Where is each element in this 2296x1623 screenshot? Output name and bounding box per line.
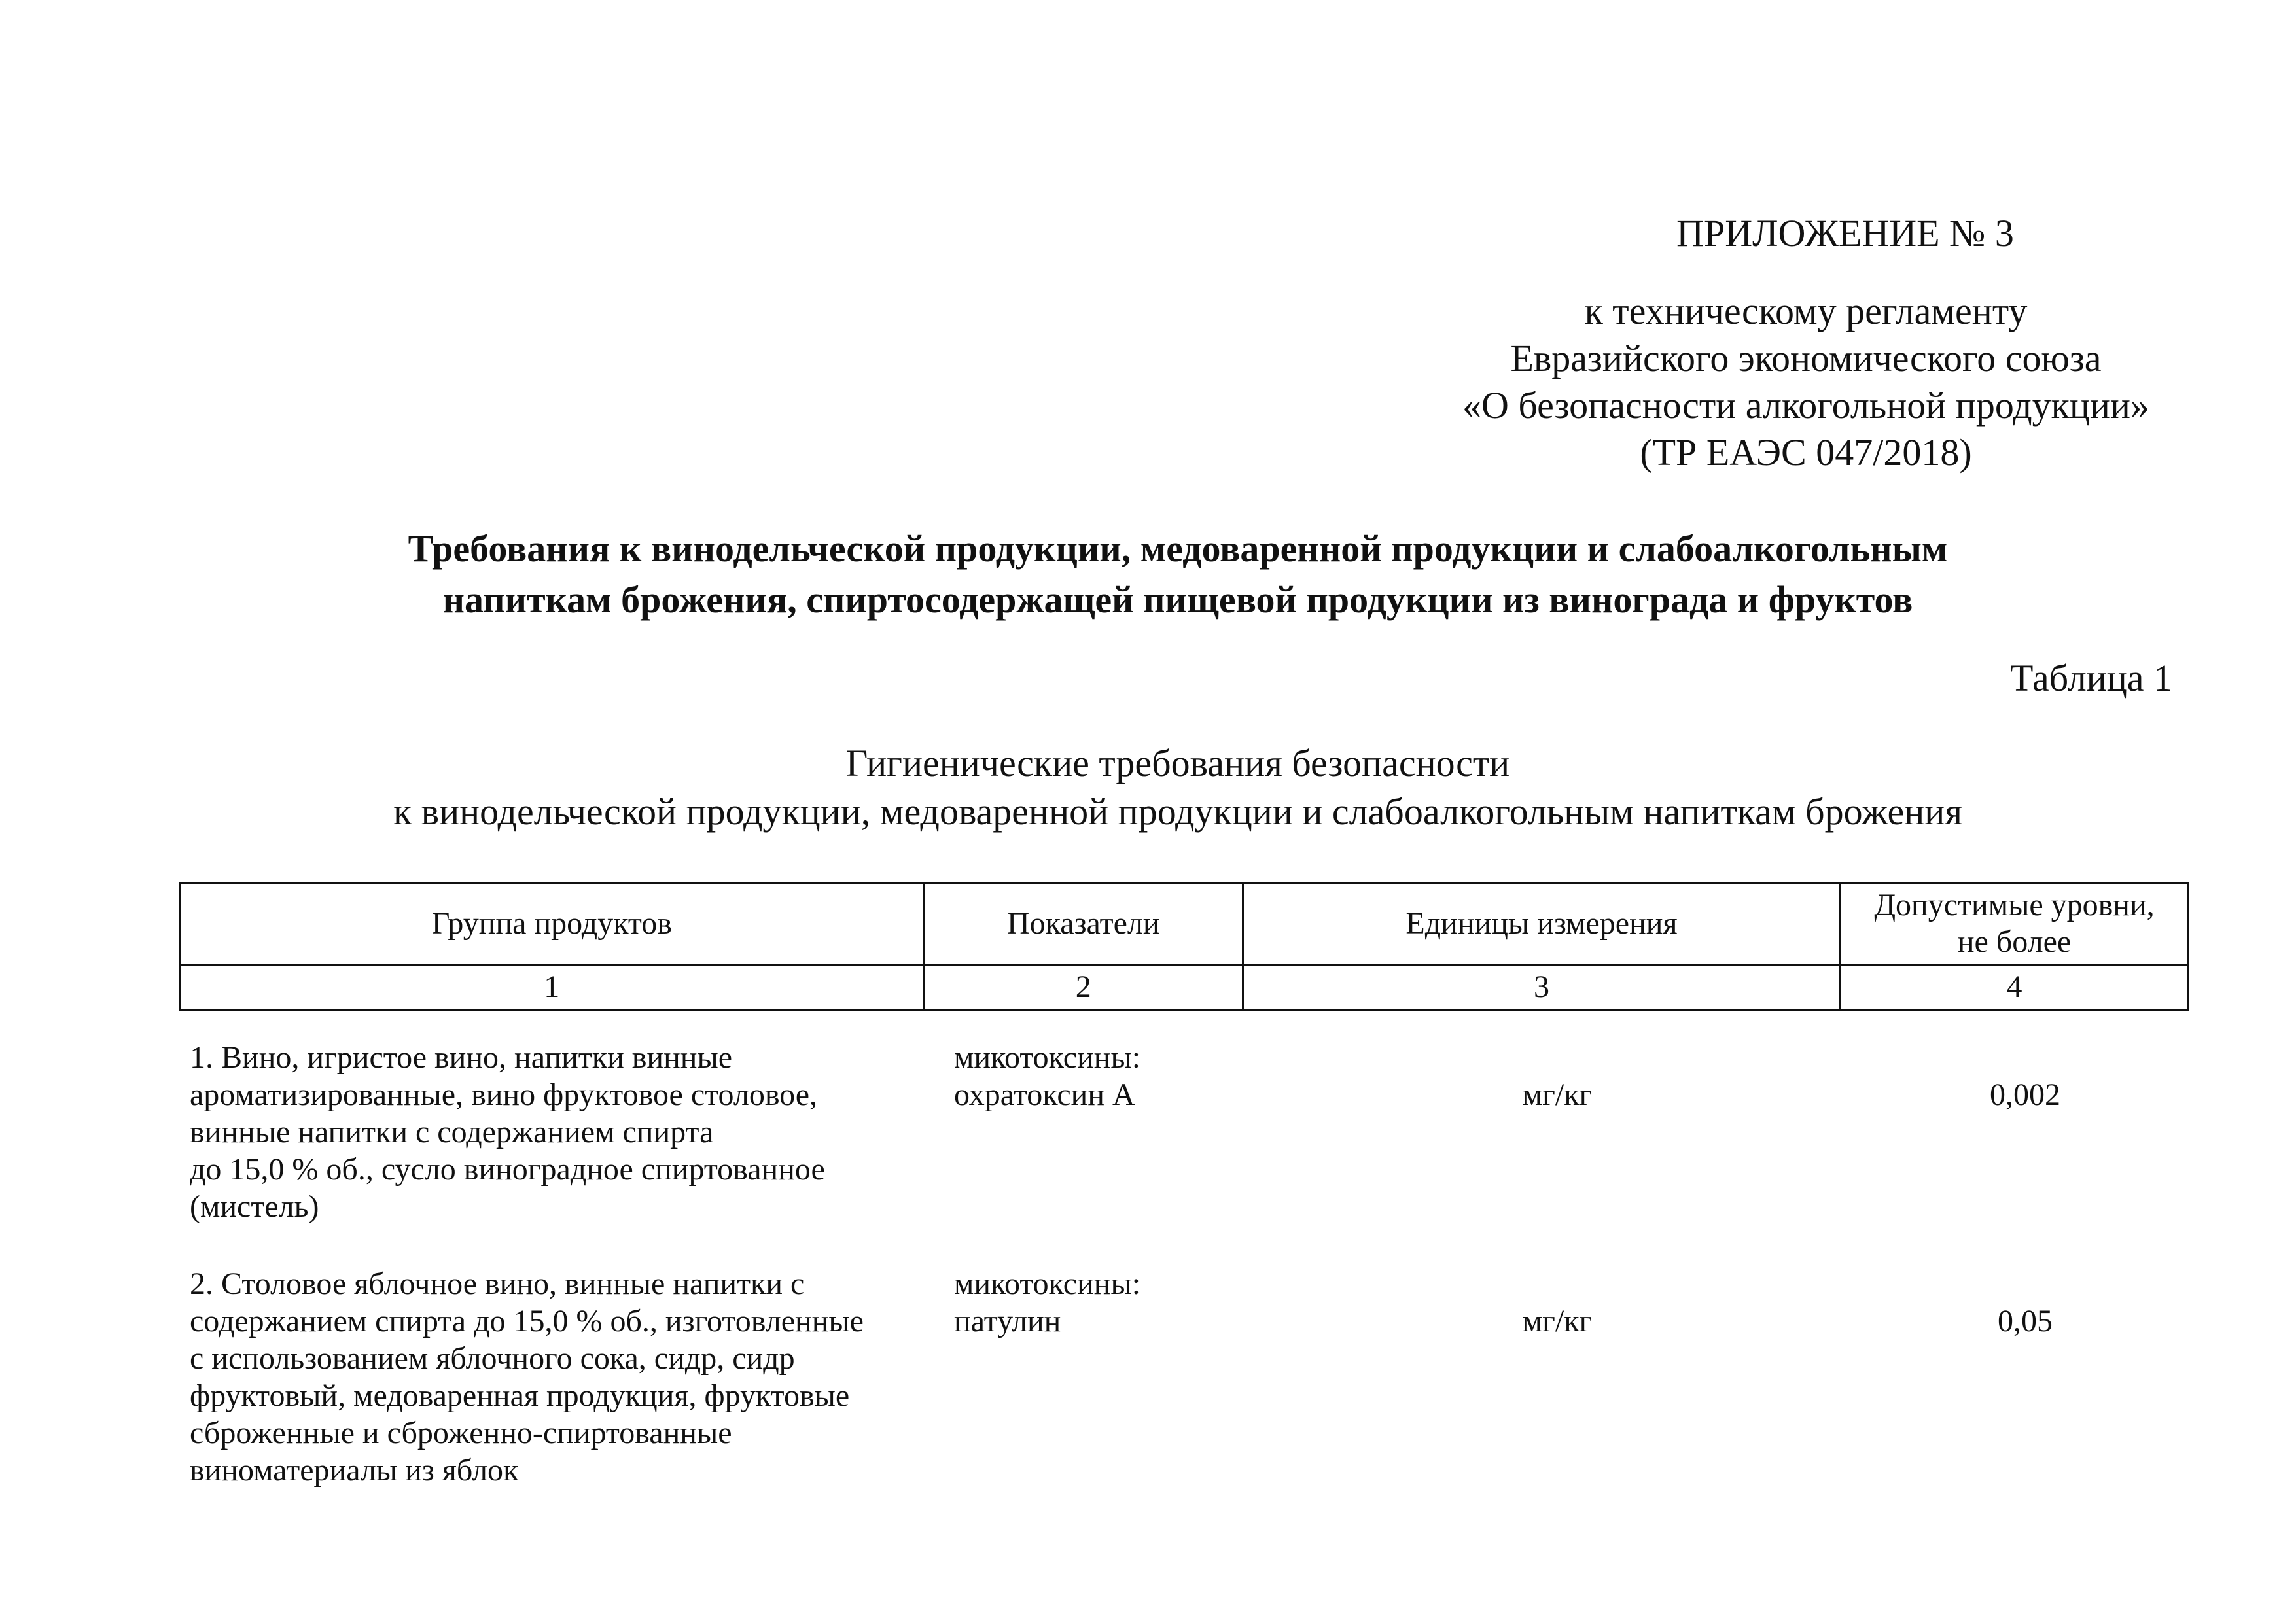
- cell-line: с использованием яблочного сока, сидр, сидр: [190, 1341, 795, 1376]
- document-heading: [196, 523, 2159, 625]
- header-permissible-levels: [1841, 883, 2189, 965]
- cell-line: 0,05: [1998, 1304, 2053, 1338]
- table-title-line: к винодельческой продукции, медоваренной продукции и слабоалкогольным напиткам брожения: [393, 790, 1962, 833]
- cell-line: содержанием спирта до 15,0 % об., изготовленные: [190, 1304, 864, 1338]
- cell-line: 2. Столовое яблочное вино, винные напитки с: [190, 1266, 805, 1301]
- cell-line: до 15,0 % об., сусло виноградное спиртованное: [190, 1152, 825, 1187]
- appendix-reference: [1374, 288, 2238, 476]
- appendix-line: «О безопасности алкогольной продукции»: [1462, 384, 2149, 427]
- header-indicators: Показатели: [924, 883, 1243, 965]
- cell-line: (мистель): [190, 1189, 319, 1224]
- appendix-line: (ТР ЕАЭС 047/2018): [1640, 431, 1972, 474]
- cell-line: фруктовый, медоваренная продукция, фруктовые: [190, 1378, 850, 1413]
- table-header-row: [180, 883, 2189, 965]
- header-product-group: Группа продуктов: [180, 883, 925, 965]
- level-cell: [1858, 1039, 2192, 1113]
- appendix-line: к техническому регламенту: [1584, 290, 2028, 332]
- column-number: 2: [924, 965, 1243, 1010]
- header-level-line: Допустимые уровни,: [1874, 888, 2155, 922]
- cell-line: микотоксины:: [954, 1266, 1141, 1301]
- cell-line: мг/кг: [1522, 1077, 1593, 1112]
- product-group-cell: [190, 1039, 916, 1225]
- appendix-line: Евразийского экономического союза: [1510, 337, 2102, 379]
- table-title-line: Гигиенические требования безопасности: [845, 742, 1510, 784]
- cell-line: виноматериалы из яблок: [190, 1453, 519, 1488]
- column-number: 4: [1841, 965, 2189, 1010]
- table-number-row: [180, 965, 2189, 1010]
- cell-line: охратоксин А: [954, 1077, 1135, 1112]
- heading-line: напиткам брожения, спиртосодержащей пищевой продукции из винограда и фруктов: [442, 578, 1913, 621]
- column-number: 3: [1243, 965, 1840, 1010]
- column-number: 1: [180, 965, 925, 1010]
- header-units: Единицы измерения: [1243, 883, 1840, 965]
- appendix-title: ПРИЛОЖЕНИЕ № 3: [1676, 212, 2014, 254]
- unit-cell: [1256, 1039, 1858, 1113]
- cell-line: патулин: [954, 1304, 1061, 1338]
- heading-line: Требования к винодельческой продукции, медоваренной продукции и слабоалкогольным: [408, 527, 1948, 570]
- indicator-cell: [954, 1039, 1255, 1113]
- level-cell: [1858, 1265, 2192, 1340]
- unit-cell: [1256, 1265, 1858, 1340]
- product-group-cell: [190, 1265, 916, 1489]
- table-label: Таблица 1: [2009, 657, 2172, 699]
- table-title: [196, 739, 2159, 836]
- header-level-line: не более: [1957, 924, 2072, 959]
- cell-line: ароматизированные, вино фруктовое столовое,: [190, 1077, 818, 1112]
- table-header: [179, 882, 2189, 1011]
- cell-line: 0,002: [1990, 1077, 2060, 1112]
- cell-line: 1. Вино, игристое вино, напитки винные: [190, 1040, 733, 1075]
- cell-line: сброженные и сброженно-спиртованные: [190, 1416, 732, 1450]
- cell-line: мг/кг: [1522, 1304, 1593, 1338]
- cell-line: микотоксины:: [954, 1040, 1141, 1075]
- cell-line: винные напитки с содержанием спирта: [190, 1115, 714, 1149]
- indicator-cell: [954, 1265, 1255, 1340]
